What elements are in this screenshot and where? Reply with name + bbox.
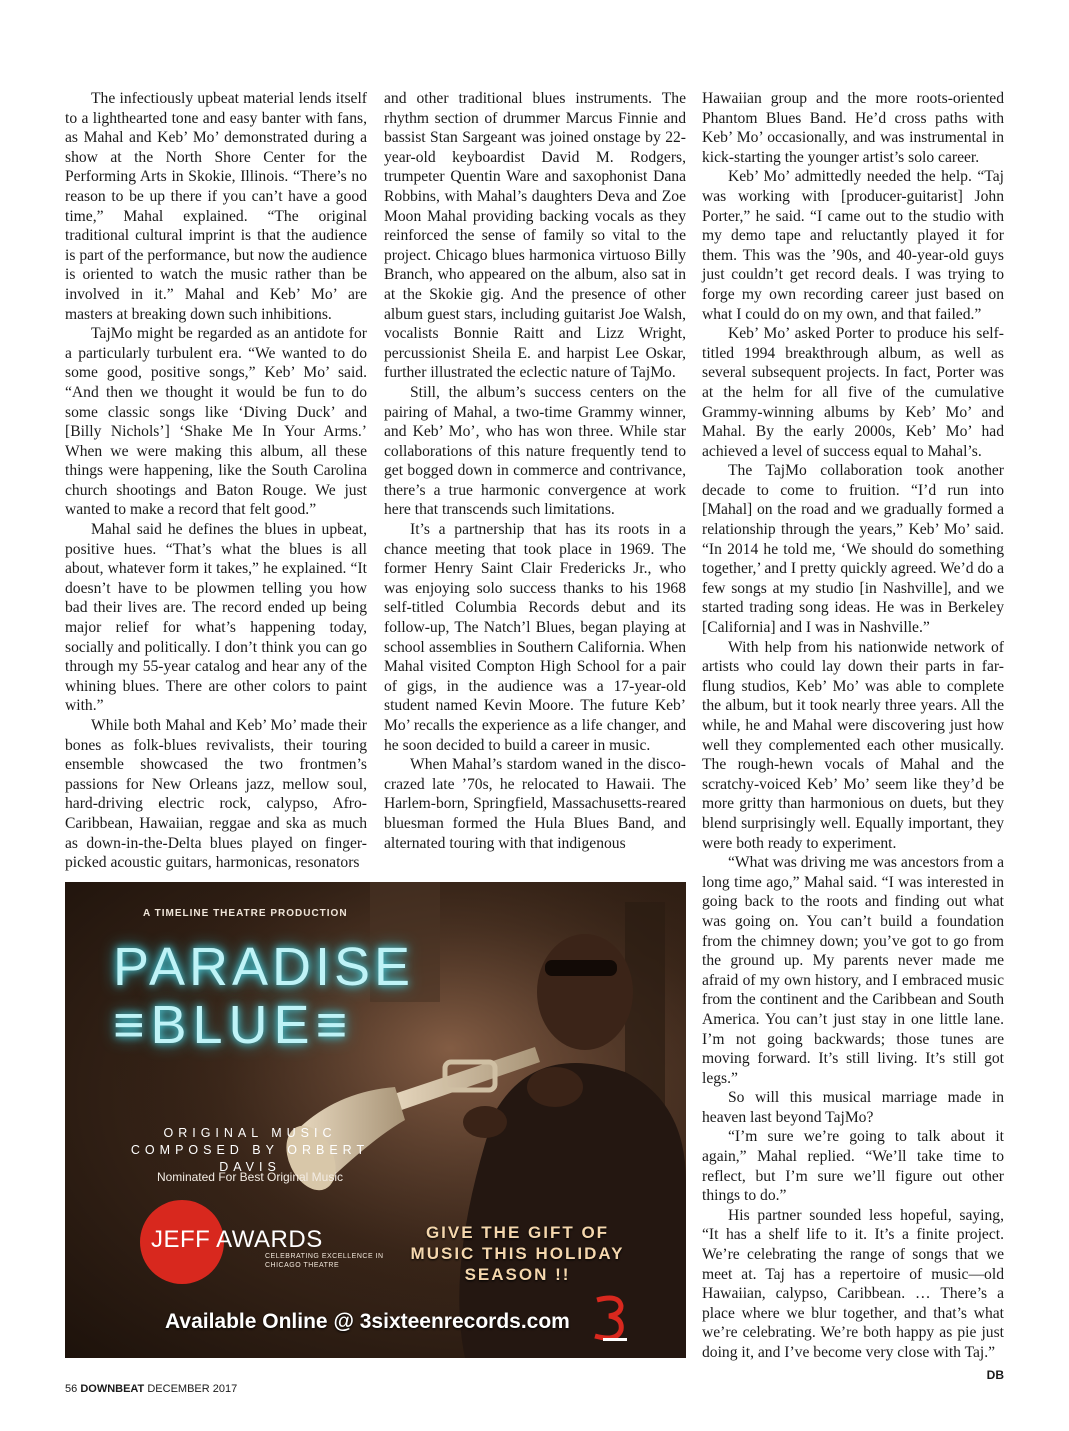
jeff-awards-label: JEFF AWARDS	[151, 1226, 323, 1253]
article-column-1	[65, 89, 367, 873]
magazine-name: DOWNBEAT	[80, 1383, 145, 1395]
signoff: DB	[986, 1367, 1004, 1382]
ad-nomination: Nominated For Best Original Music	[156, 1170, 344, 1184]
ad-website-link[interactable]: Available Online @ 3sixteenrecords.com	[165, 1310, 570, 1333]
ad-production-label: A TIMELINE THEATRE PRODUCTION	[143, 908, 348, 919]
paragraph: “What was driving me was ancestors from a long time ago,” Mahal said. “I was interested in going back to the roots and finding out what was going on. You can’t build a foundation from the chimney down; you’ve got to go from the ground up. My parents never made me afraid of my own history, and I embraced music from the continent and the Caribbean and South America. You can’t just stay in one little lane. I’m not going backwards; those tunes are moving forward. It’s still living. It’s still got legs.”	[702, 854, 1004, 1087]
paragraph: While both Mahal and Keb’ Mo’ made their bones as folk-blues revivalists, their touring ensemble showcased the two frontmen’s passions for New Orleans jazz, mellow soul, hard-driving electric rock, calypso, Afro-Caribbean, Hawaiian, reggae and ska as much as down-in-the-Delta blues played on finger-picked acoustic guitars, harmonicas, resonators	[65, 717, 367, 872]
paragraph	[702, 1206, 1004, 1382]
paragraph: So will this musical marriage made in heaven last beyond TajMo?	[702, 1089, 1004, 1126]
ad-title-blue: ≡BLUE≡	[113, 995, 354, 1055]
article-column-3	[702, 89, 1004, 1385]
article-column-2	[384, 89, 686, 853]
paragraph: TajMo might be regarded as an antidote for a particularly turbulent era. “We wanted to do some good, positive songs,” Keb’ Mo’ said. “And then we thought it would be fun to do some classic songs like ‘Diving Duck’ and [Billy Nichols’] ‘Shake Me In Your Arms.’ When we were making this album, all these things were happening, like the South Carolina church shootings and Baton Rouge. We just wanted to make a record that felt good.”	[65, 325, 367, 519]
paragraph: It’s a partnership that has its roots in a chance meeting that took place in 1969. The former Henry Saint Clair Fredericks Jr., who was enjoying solo success thanks to his 1968 self-titled Columbia Records debut and its follow-up, The Natch’l Blues, began playing at school assemblies in Southern California. When Mahal visited Compton High School for a pair of gigs, in the audience was a 17-year-old student named Kevin Moore. The future Keb’ Mo’ recalls the experience as a life changer, and he soon decided to build a career in music.	[384, 521, 686, 754]
paragraph: Mahal said he defines the blues in upbeat, positive hues. “That’s what the blues is all about, whatever form it takes,” he explained. “It doesn’t have to be plowmen telling you how bad their lives are. The record ended up being major relief for what’s happening today, socially and politically. I don’t think you can go through my 55-year catalog and hear any of the whining blues. There are other colors to paint with.”	[65, 521, 367, 715]
ad-title-paradise: PARADISE	[113, 937, 415, 997]
paragraph-text: His partner sounded less hopeful, saying, “It has a shelf life to it. It’s a finite project. We’re celebrating the range of songs that we meet at. Taj has a repertoire of music—old Hawaiian, calypso, Caribbean. … There’s a place where we blur together, and that’s what we’re celebrating. We’re both happy as pie just doing it, and I’ve become very close with Taj.”	[702, 1206, 1004, 1361]
paragraph: Keb’ Mo’ asked Porter to produce his self-titled 1994 breakthrough album, as well as several subsequent projects. In fact, Porter was at the helm for all five of the cumulative Grammy-winning albums by Keb’ Mo’ and Mahal. By the early 2000s, Keb’ Mo’ had achieved a level of success equal to Mahal’s.	[702, 325, 1004, 460]
paragraph: Still, the album’s success centers on the pairing of Mahal, a two-time Grammy winner, and Keb’ Mo’, who has won three. While star collaborations of this nature frequently tend to get bogged down in commerce and contrivance, there’s a true harmonic convergence at work here that transcends such limitations.	[384, 383, 686, 519]
ad-composer-credit: ORIGINAL MUSIC COMPOSED BY ORBERT DAVIS	[130, 1126, 370, 1174]
paragraph: The infectiously upbeat material lends itself to a lighthearted tone and easy banter with fans, as Mahal and Keb’ Mo’ demonstrated during a show at the North Shore Center for the Performing Arts in Skokie, Illinois. “There’s no reason to be up there if you can’t have a good time,” Mahal explained. “The original traditional cultural imprint is that the audience is part of the performance, but now the audience is oriented to watch the music rather than be involved in it.” Mahal and Keb’ Mo’ are masters at breaking down such inhibitions.	[65, 90, 367, 323]
paragraph: Keb’ Mo’ admittedly needed the help. “Taj was working with [producer-guitarist] John Porter,” he said. “I came out to the studio with my demo tape and reluctantly played it for them. This was the ’90s, and 40-year-old guys just couldn’t get record deals. I was trying to forge my own recording career just based on what I could do on my own, and that failed.”	[702, 168, 1004, 323]
paragraph: Hawaiian group and the more roots-oriented Phantom Blues Band. He’d cross paths with Keb’ Mo’ occasionally, and was instrumental in kick-starting the younger artist’s solo career.	[702, 90, 1004, 166]
3sixteen-records-logo-icon	[589, 1292, 633, 1344]
page-footer	[65, 1383, 237, 1395]
paragraph: “I’m sure we’re going to talk about it again,” Mahal replied. “We’ll take time to reflect, but I’m sure we’ll figure out other things to do.”	[702, 1128, 1004, 1205]
paradise-blue-advertisement[interactable]	[65, 882, 686, 1358]
paragraph: The TajMo collaboration took another decade to come to fruition. “I’d run into [Mahal] on the road and we gradually formed a relationship through the years,” Keb’ Mo’ said. “In 2014 he told me, ‘We should do something together,’ and I pretty quickly agreed. We’d do a few songs at my studio [in Nashville], and we started trading song ideas. He was in Berkeley [California] and I was in Nashville.”	[702, 462, 1004, 637]
page-number: 56	[65, 1383, 78, 1395]
paragraph: With help from his nationwide network of artists who could lay down their parts in far-flung studios, Keb’ Mo’ was able to complete the album, but it took nearly three years. All the while, he and Mahal were discovering just how well they complemented each other musically. The rough-hewn vocals of Mahal and the scratchy-voiced Keb’ Mo’ seem like they’d be more gritty than harmonious on duets, but they blend surprisingly well. Equally important, they were both ready to experiment.	[702, 638, 1004, 852]
ad-gift-message: GIVE THE GIFT OF MUSIC THIS HOLIDAY SEASON !!	[410, 1223, 625, 1284]
paragraph: When Mahal’s stardom waned in the disco-crazed late ’70s, he relocated to Hawaii. The Harlem-born, Springfield, Massachusetts-reared bluesman formed the Hula Blues Band, and alternated touring with that indigenous	[384, 756, 686, 852]
issue-date: DECEMBER 2017	[147, 1383, 238, 1395]
paragraph: and other traditional blues instruments. The rhythm section of drummer Marcus Finnie and bassist Stan Sargeant was joined onstage by 22-year-old keyboardist David M. Rodgers, trumpeter Quentin Ware and saxophonist Dana Robbins, with Mahal’s daughters Deva and Zoe Moon Mahal providing backing vocals as they reinforced the sense of family so vital to the project. Chicago blues harmonica virtuoso Billy Branch, who appeared on the album, also sat in at the Skokie gig. And the presence of other album guest stars, including guitarist Joe Walsh, vocalists Bonnie Raitt and Lizz Wright, percussionist Sheila E. and harpist Lee Oskar, further illustrated the eclectic nature of TajMo.	[384, 90, 686, 382]
jeff-awards-tagline: CELEBRATING EXCELLENCE IN CHICAGO THEATRE	[265, 1253, 384, 1269]
